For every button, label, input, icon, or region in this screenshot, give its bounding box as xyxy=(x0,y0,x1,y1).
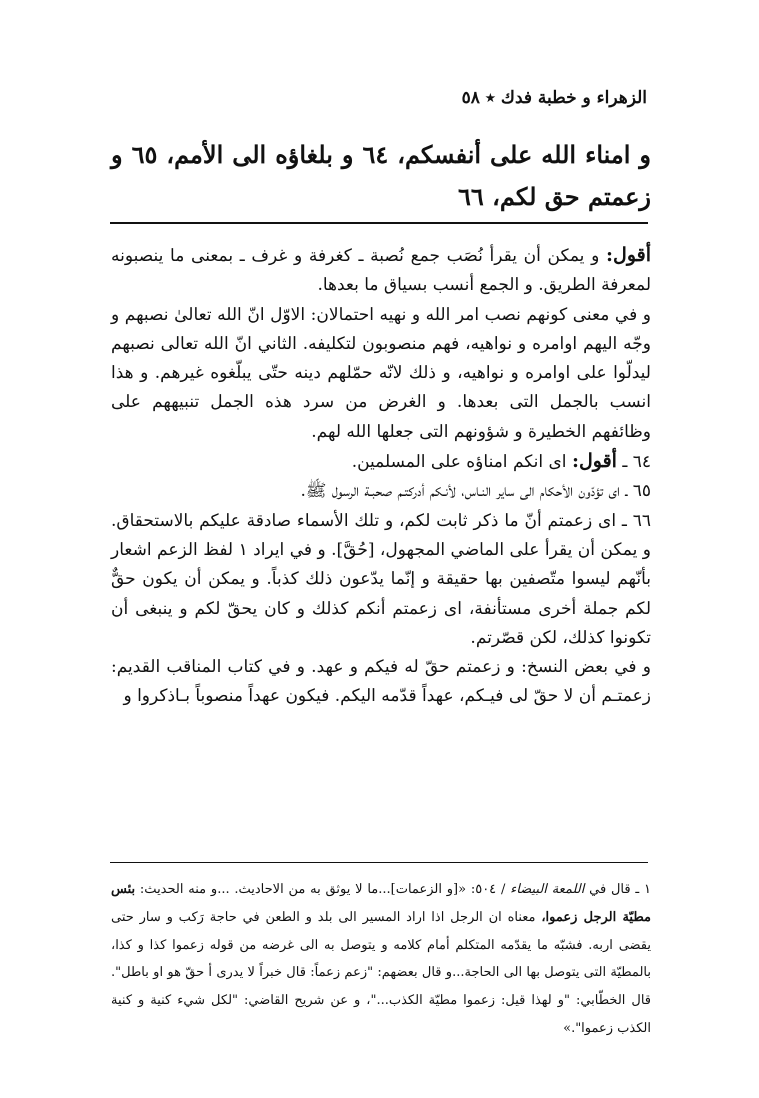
headline-divider xyxy=(110,222,648,224)
footnotes xyxy=(111,876,651,1043)
commentary-paragraph-3 xyxy=(111,447,651,477)
note-number: ٦٤ ـ xyxy=(616,452,651,473)
commentary-body xyxy=(111,241,651,712)
footnote-text: / ٥٠٤: «[و الزعمات]...ما لا يوثق به من الاحاديث. ...و منه الحديث: xyxy=(135,882,511,897)
headline-text: و امناء الله على أنفسكم، ٦٤ و بلغاؤه الى الأمم، ٦٥ و زعمتم حق لكم، ٦٦ xyxy=(111,140,651,211)
footnote-1 xyxy=(111,876,651,1043)
footnote-lead: ١ ـ قال في xyxy=(584,882,651,897)
commentary-paragraph-1 xyxy=(111,241,651,301)
aqul-label: أقول: xyxy=(606,244,651,266)
commentary-paragraph-4: ٦٥ ـ اى تؤدّون الأحكام الى ساير النـاس، لأنـكم أدركتـم صحبـة الرسول ﷺ. xyxy=(300,481,651,502)
commentary-paragraph-6: و في بعض النسخ: و زعمتم حقّ له فيكم و عهد. و في كتاب المناقب القديم: زعمتـم أن لا حقّ لى فيـكم، عهداً قدّمه اليكم. فيكون عهداً منصوباً بـاذكروا و xyxy=(111,657,651,707)
footnote-quote: بئس مطيّة الرجل زعموا، xyxy=(111,882,651,925)
commentary-paragraph-5: ٦٦ ـ اى زعمتم أنّ ما ذكر ثابت لكم، و تلك الأسماء صادقة عليكم بالاستحقاق. و يمكن أن يقرأ على الماضي المجهول، [حُقَّ]. و في ايراد ١ لفظ الزعم اشعار بأنّهم ليسوا متّصفين بها حقيقة و إنّما يدّعون ذلك كذباً. و يمكن أن يكون حقٌّ لكم جملة أخرى مستأنفة، اى زعمتم أنكم كذلك و كان يحقّ لكم و ينبغى أن تكونوا كذلك، لكن قصّرتم. xyxy=(111,510,651,648)
footnote-source: اللمعة البيضاء xyxy=(510,882,585,897)
paragraph-text: اى انكم امناؤه على المسلمين. xyxy=(351,452,572,473)
paragraph-text: و يمكن أن يقرأ نُصَب جمع نُصبة ـ كغرفة و غرف ـ بمعنى ما ينصبونه لمعرفة الطريق. و الجمع أنسب بسياق ما بعدها. xyxy=(111,246,651,296)
commentary-paragraph-2: و في معنى كونهم نصب امر الله و نهيه احتمالان: الاوّل انّ الله تعالىٰ نصبهم و وجّه اليهم اوامره و نواهيه، فهم منصوبون لتكليفه. الثاني انّ الله تعالى نصبهم ليدلّوا على اوامره و نواهيه، و ذلك لانّه حمّلهم دينه حتّى يبلّغوه غيرهم. و هذا انسب بالجمل التى بعدها. و الغرض من سرد هذه الجمل تنبيههم على وظائفهم الخطيرة و شؤونهم التى جعلها الله لهم. xyxy=(111,304,651,442)
aqul-label: أقول: xyxy=(571,450,617,473)
footnote-divider xyxy=(110,862,648,863)
footnote-text: معناه ان الرجل اذا اراد المسير الى بلد و الطعن في حاجة رَكب و سار حتى يقضى اربه. فشبّه ما يقدّمه المتكلم أمام كلامه و يتوصل به الى غرضه من قوله زعموا كذا و كذا، بالمطيّة التى يتوصل بها الى الحاجة...و قال بعضهم: "زعم زعماً: قال خبراً لا يدرى أ حقّ هو او باطل". قال الخطّابي: "و لهذا قيل: زعموا مطيّة الكذب..."، و عن شريح القاضي: "لكل شيء كنية و كنية الكذب زعموا".» xyxy=(111,909,651,1036)
running-head: الزهراء و خطبة فدك ٭ ٥٨ xyxy=(461,88,647,108)
